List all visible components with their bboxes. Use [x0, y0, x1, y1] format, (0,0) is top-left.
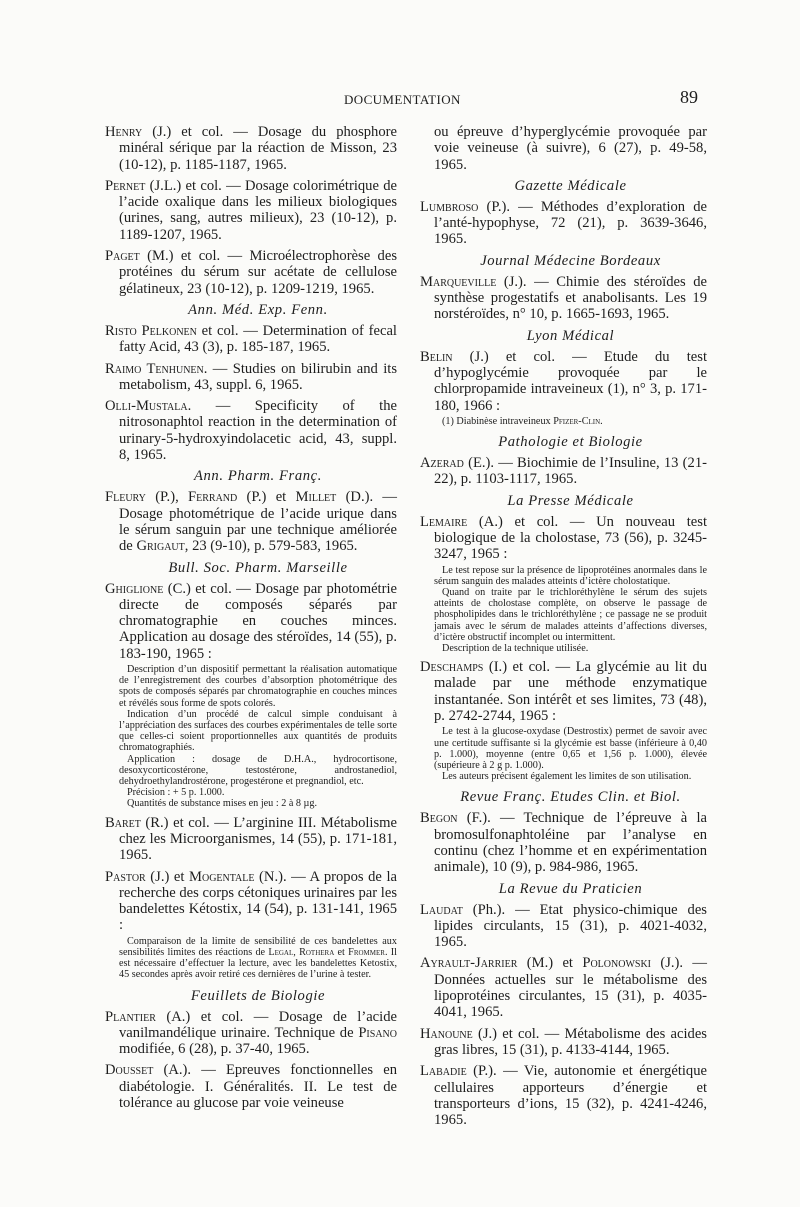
abstract-note [420, 565, 707, 655]
note-paragraph: Les auteurs précisent également les limites de son utilisation. [442, 771, 692, 783]
reference-entry [420, 955, 707, 1020]
author-name: Marqueville [420, 273, 497, 290]
reference-entry [105, 248, 397, 297]
author-name: Belin [420, 348, 453, 365]
author-name: Paget [105, 248, 140, 265]
journal-heading: Gazette Médicale [514, 177, 627, 194]
author-name: Pernet [105, 177, 146, 194]
author-name: Legal [268, 946, 294, 958]
reference-entry [420, 810, 707, 875]
running-head [0, 87, 800, 112]
reference-text: (P.), [145, 489, 189, 506]
reference-text: (J.) et col. — Etude du test d’hypoglycémie provoquée par le chlorpropamide intraveineux (1), n° 3, p. 171-180, 1966 : [434, 348, 707, 414]
reference-text: (C.) et col. — Dosage par photométrie directe de composés séparés par chromatographie en couches minces. Application au dosage des stéroïdes, 14 (55), p. 183-190, 1965 : [119, 580, 397, 662]
note-paragraph: (1) Diabinèse intraveineux Pfizer-Clin. [442, 415, 603, 427]
author-name: Frommer [348, 946, 385, 958]
note-paragraph: Quantités de substance mises en jeu : 2 à 8 µg. [127, 798, 318, 810]
journal-heading: Pathologie et Biologie [498, 434, 643, 451]
author-name: Dousset [105, 1062, 154, 1079]
author-name: Ferrand [188, 489, 238, 506]
journal-heading: Ann. Pharm. Franç. [194, 468, 322, 485]
reference-text: (I.) et col. — La glycémie au lit du malade par une méthode enzymatique instantanée. Son intérêt et ses limites, 73 (48), p. 2742-2744, 1965 : [434, 659, 707, 725]
journal-heading: Lyon Médical [526, 327, 615, 344]
author-name: Henry [105, 124, 143, 140]
reference-text: (A.) et col. — Dosage de l’acide vanilmandélique urinaire. Technique de [119, 1008, 397, 1041]
reference-text: (P.). — Vie, autonomie et énergétique cellulaires apporteurs d’énergie et transporteurs d’ions, 15 (32), p. 4241-4246, 1965. [434, 1063, 707, 1129]
author-name: Pisano [358, 1024, 397, 1041]
reference-text: (M.) et [517, 955, 583, 972]
author-name: Plantier [105, 1008, 156, 1025]
author-name: Pfizer-Clin [553, 415, 601, 427]
reference-text: (F.). — Technique de l’épreuve à la bromosulfonaphtoléine par l’analyse en continu (chez l’homme et en expérimentation animale), 10 (9), p. 984-986, 1965. [434, 810, 707, 876]
note-paragraph: Quand on traite par le trichloréthylène le sérum des sujets atteints de cholostase complète, on observe le passage de phospholipides dans le trichloréthylène ; ce passage ne se produit jamais avec le sérum de malades atteints d’affections diverses, d’ictère obstructif incomplet ou intermittent. [434, 586, 707, 643]
reference-entry [420, 1063, 707, 1128]
reference-entry [420, 1026, 707, 1059]
note-paragraph: Précision : + 5 p. 1.000. [127, 787, 225, 799]
footnote [420, 416, 707, 427]
left-column [105, 124, 397, 1116]
right-column [420, 124, 707, 1133]
reference-entry [105, 815, 397, 864]
reference-text: (J.) et [145, 868, 189, 885]
reference-entry [105, 398, 397, 463]
reference-text: (J.L.) et col. — Dosage colorimétrique de l’acide oxalique dans les milieux biologiques (urines, sang, autres milieux), 23 (10-12), p. 1189-1207, 1965. [119, 177, 397, 243]
journal-heading: La Revue du Praticien [498, 880, 643, 897]
author-name: Rothera [299, 946, 335, 958]
author-name: Deschamps [420, 659, 484, 676]
reference-entry [105, 323, 397, 356]
journal-heading: Revue Franç. Etudes Clin. et Biol. [460, 789, 681, 806]
author-name: Baret [105, 814, 141, 831]
reference-text: , 23 (9-10), p. 579-583, 1965. [184, 538, 358, 555]
reference-entry [105, 1009, 397, 1058]
reference-text: (P.). — Méthodes d’exploration de l’anté-hypophyse, 72 (21), p. 3639-3646, 1965. [434, 198, 707, 248]
reference-entry [420, 455, 707, 488]
note-paragraph: Le test à la glucose-oxydase (Destrostix) permet de savoir avec une certitude suffisante si la glycémie est basse (inférieure à 0,40 p. 1.000), moyenne (entre 0,65 et 1,56 p. 1.000), élevée (supérieure à 2 g p. 1.000). [434, 726, 707, 771]
reference-entry [105, 489, 397, 554]
author-name: Polonowski [582, 955, 651, 972]
reference-entry [105, 178, 397, 243]
author-name: Pastor [105, 868, 146, 885]
abstract-note [420, 726, 707, 782]
journal-heading: Bull. Soc. Pharm. Marseille [168, 559, 348, 576]
reference-entry [105, 1062, 397, 1111]
reference-text: (A.). — Epreuves fonctionnelles en diabétologie. I. Généralités. II. Le test de tolérance au glucose par voie veineuse [119, 1062, 397, 1112]
note-paragraph: Comparaison de la limite de sensibilité de ces bandelettes aux sensibilités limites des réactions de Legal, Rothera et Frommer. Il est nécessaire d’effectuer la lecture, avec les bandelettes Ketostix, 45 secondes après avoir retiré ces dernières de l’urine à tester. [119, 935, 397, 981]
reference-text: (J.) et col. — Métabolisme des acides gras libres, 15 (31), p. 4133-4144, 1965. [434, 1025, 707, 1058]
author-name: Olli-Mustala. [105, 398, 192, 415]
author-name: Azerad [420, 455, 464, 472]
reference-text: (J.) et col. — Dosage du phosphore minéral sérique par la réaction de Misson, 23 (10-12), p. 1185-1187, 1965. [119, 124, 397, 173]
author-name: Fleury [105, 489, 146, 506]
reference-text: modifiée, 6 (28), p. 37-40, 1965. [119, 1041, 310, 1058]
reference-text: (R.) et col. — L’arginine III. Métabolisme chez les Microorganismes, 14 (55), p. 171-181, 1965. [119, 814, 397, 864]
author-name: Millet [295, 489, 337, 506]
reference-text: (D.). — Dosage photométrique de l’acide urique dans le sérum sanguin par une technique améliorée de [119, 489, 398, 555]
reference-text: (N.). — A propos de la recherche des corps cétoniques urinaires par les bandelettes Kétostix, 14 (54), p. 131-141, 1965 : [119, 868, 397, 934]
reference-text: (Ph.). — Etat physico-chimique des lipides circulants, 15 (31), p. 4021-4032, 1965. [434, 901, 707, 951]
author-name: Risto Pelkonen [105, 322, 197, 339]
author-name: Grigaut [136, 538, 185, 555]
reference-text: — Specificity of the nitrosonaphtol reaction in the determination of urinary-5-hydroxyindolacetic acid, 43, suppl. 8, 1965. [119, 398, 397, 464]
note-paragraph: Description de la technique utilisée. [442, 642, 589, 654]
author-name: Lemaire [420, 513, 468, 530]
reference-entry [420, 274, 707, 323]
reference-text: (M.) et col. — Microélectrophorèse des protéines du sérum sur acétate de cellulose gélatineux, 23 (10-12), p. 1209-1219, 1965. [119, 248, 397, 297]
reference-entry [105, 124, 397, 173]
reference-entry [420, 659, 707, 724]
reference-entry [420, 349, 707, 414]
abstract-note [105, 664, 397, 810]
author-name: Raimo Tenhunen. [105, 360, 208, 377]
reference-entry [420, 514, 707, 563]
author-name: Ghiglione [105, 580, 164, 597]
reference-entry [420, 902, 707, 951]
note-paragraph: Le test repose sur la présence de lipoprotéines anormales dans le sérum sanguin des malades atteints d’ictère cholostatique. [434, 564, 707, 587]
reference-text: (P.) et [237, 489, 296, 506]
journal-heading: Journal Médecine Bordeaux [480, 252, 661, 269]
reference-entry [105, 869, 397, 934]
author-name: Lumbroso [420, 198, 479, 215]
page-title: DOCUMENTATION [344, 92, 461, 107]
author-name: Laudat [420, 901, 463, 918]
author-name: Hanoune [420, 1025, 473, 1042]
reference-text: (E.). — Biochimie de l’Insuline, 13 (21-22), p. 1103-1117, 1965. [434, 455, 707, 488]
note-paragraph: Application : dosage de D.H.A., hydrocortisone, desoxycorticostérone, testostérone, androstanediol, dehydroethylandrostérone, progestérone et pregnandiol, etc. [119, 753, 397, 788]
reference-entry [105, 581, 397, 662]
author-name: Labadie [420, 1063, 467, 1080]
author-name: Ayrault-Jarrier [420, 955, 518, 972]
page-number: 89 [680, 87, 698, 107]
author-name: Begon [420, 810, 458, 827]
reference-entry [420, 199, 707, 248]
journal-heading: Feuillets de Biologie [190, 987, 326, 1004]
reference-text: — Studies on bilirubin and its metabolism, 43, suppl. 6, 1965. [119, 360, 397, 393]
reference-text: (A.) et col. — Un nouveau test biologique de la cholostase, 73 (56), p. 3245-3247, 1965 : [434, 513, 707, 563]
note-paragraph: Indication d’un procédé de calcul simple conduisant à l’appréciation des surfaces des courbes expérimentales de telle sorte que celles-ci soient proportionnelles aux quantités de produits chromatographiés. [119, 708, 397, 754]
reference-text: (J.). — Données actuelles sur le métabolisme des lipoprotéines circulantes, 15 (31), p. 4035-4041, 1965. [434, 955, 707, 1021]
journal-heading: La Presse Médicale [507, 492, 634, 509]
author-name: Mogentale [189, 868, 255, 885]
note-paragraph: Description d’un dispositif permettant la réalisation automatique de l’enregistrement des courbes d’absorption photométrique des spots de composés séparés par chromatographie en couches minces et révélés sous forme de spots colorés. [119, 664, 397, 709]
reference-continuation: ou épreuve d’hyperglycémie provoquée par voie veineuse (à suivre), 6 (27), p. 49-58, 1965. [434, 124, 707, 173]
abstract-note [105, 936, 397, 981]
journal-heading: Ann. Méd. Exp. Fenn. [188, 301, 328, 318]
reference-text: et col. — Determination of fecal fatty Acid, 43 (3), p. 185-187, 1965. [119, 322, 397, 356]
reference-entry [105, 361, 397, 394]
reference-text: (J.). — Chimie des stéroïdes de synthèse progestatifs et anabolisants. Les 19 norstéroïdes, n° 10, p. 1665-1693, 1965. [434, 273, 707, 323]
